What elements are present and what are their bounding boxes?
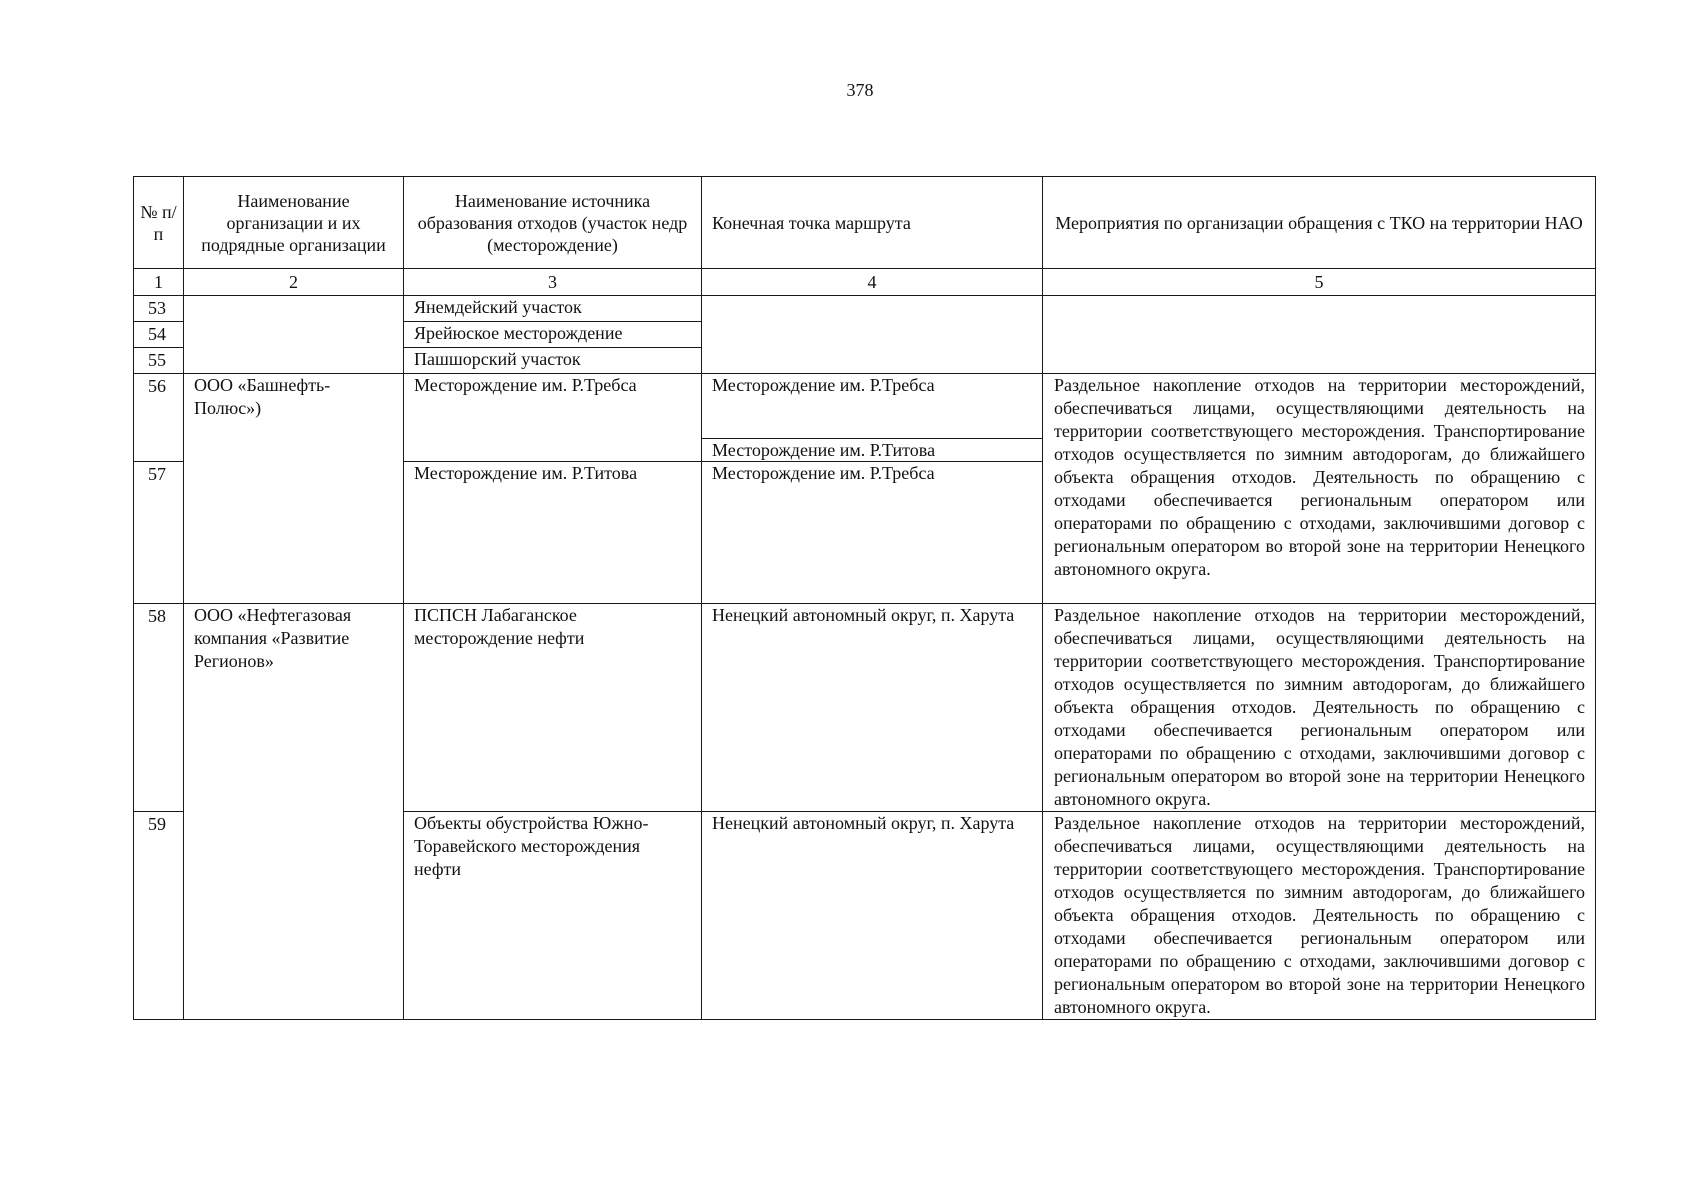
row-number: 58 [134, 604, 184, 812]
header-endpoint: Конечная точка маршрута [702, 177, 1043, 269]
column-number: 5 [1043, 269, 1596, 296]
header-number: № п/п [134, 177, 184, 269]
column-number: 2 [184, 269, 404, 296]
column-number: 1 [134, 269, 184, 296]
source-cell: Пашшорский участок [404, 348, 702, 374]
header-measures: Мероприятия по организации обращения с ТКО на территории НАО [1043, 177, 1596, 269]
measures-cell: Раздельное накопление отходов на территории месторождений, обеспечиваться лицами, осуществляющими деятельность на территории соответствующего месторождения. Транспортирование отходов осуществляется по зимним автодорогам, до ближайшего объекта обращения отходов. Деятельность по обращению с отходами обеспечивается региональным оператором или операторами по обращению с отходами, заключившими договор с региональным оператором во второй зоне на территории Ненецкого автономного округа. [1043, 604, 1596, 812]
header-source: Наименование источника образования отходов (участок недр (месторождение) [404, 177, 702, 269]
table-row [134, 604, 1596, 812]
measures-cell: Раздельное накопление отходов на территории месторождений, обеспечиваться лицами, осуществляющими деятельность на территории соответствующего месторождения. Транспортирование отходов осуществляется по зимним автодорогам, до ближайшего объекта обращения отходов. Деятельность по обращению с отходами обеспечивается региональным оператором или операторами по обращению с отходами, заключившими договор с региональным оператором во второй зоне на территории Ненецкого автономного округа. [1043, 812, 1596, 1020]
source-cell: Объекты обустройства Южно-Торавейского месторождения нефти [404, 812, 702, 1020]
table-row [134, 374, 1596, 439]
page-number: 378 [846, 80, 874, 100]
organization-cell-empty [184, 296, 404, 374]
organization-cell: ООО «Башнефть-Полюс») [184, 374, 404, 604]
column-number: 4 [702, 269, 1043, 296]
source-cell: Месторождение им. Р.Требса [404, 374, 702, 462]
row-number: 56 [134, 374, 184, 462]
organization-cell: ООО «Нефтегазовая компания «Развитие Регионов» [184, 604, 404, 1020]
row-number: 55 [134, 348, 184, 374]
table-header-row [134, 177, 1596, 269]
source-cell: ПСПСН Лабаганское месторождение нефти [404, 604, 702, 812]
header-organization: Наименование организации и их подрядные организации [184, 177, 404, 269]
row-number: 57 [134, 462, 184, 604]
waste-management-table [133, 176, 1596, 1020]
measures-cell: Раздельное накопление отходов на территории месторождений, обеспечиваться лицами, осуществляющими деятельность на территории соответствующего месторождения. Транспортирование отходов осуществляется по зимним автодорогам, до ближайшего объекта обращения отходов. Деятельность по обращению с отходами обеспечивается региональным оператором или операторами по обращению с отходами, заключившими договор с региональным оператором во второй зоне на территории Ненецкого автономного округа. [1043, 374, 1596, 604]
endpoint-cell: Ненецкий автономный округ, п. Харута [702, 604, 1043, 812]
row-number: 53 [134, 296, 184, 322]
source-cell: Ярейюское месторождение [404, 322, 702, 348]
row-number: 59 [134, 812, 184, 1020]
table-row [134, 296, 1596, 322]
endpoint-cell: Ненецкий автономный округ, п. Харута [702, 812, 1043, 1020]
column-number: 3 [404, 269, 702, 296]
measures-cell-empty [1043, 296, 1596, 374]
endpoint-cell: Месторождение им. Р.Титова [702, 439, 1043, 462]
row-number: 54 [134, 322, 184, 348]
endpoint-cell-empty [702, 296, 1043, 374]
source-cell: Янемдейский участок [404, 296, 702, 322]
column-number-row [134, 269, 1596, 296]
endpoint-cell: Месторождение им. Р.Требса [702, 374, 1043, 439]
endpoint-cell: Месторождение им. Р.Требса [702, 462, 1043, 604]
source-cell: Месторождение им. Р.Титова [404, 462, 702, 604]
